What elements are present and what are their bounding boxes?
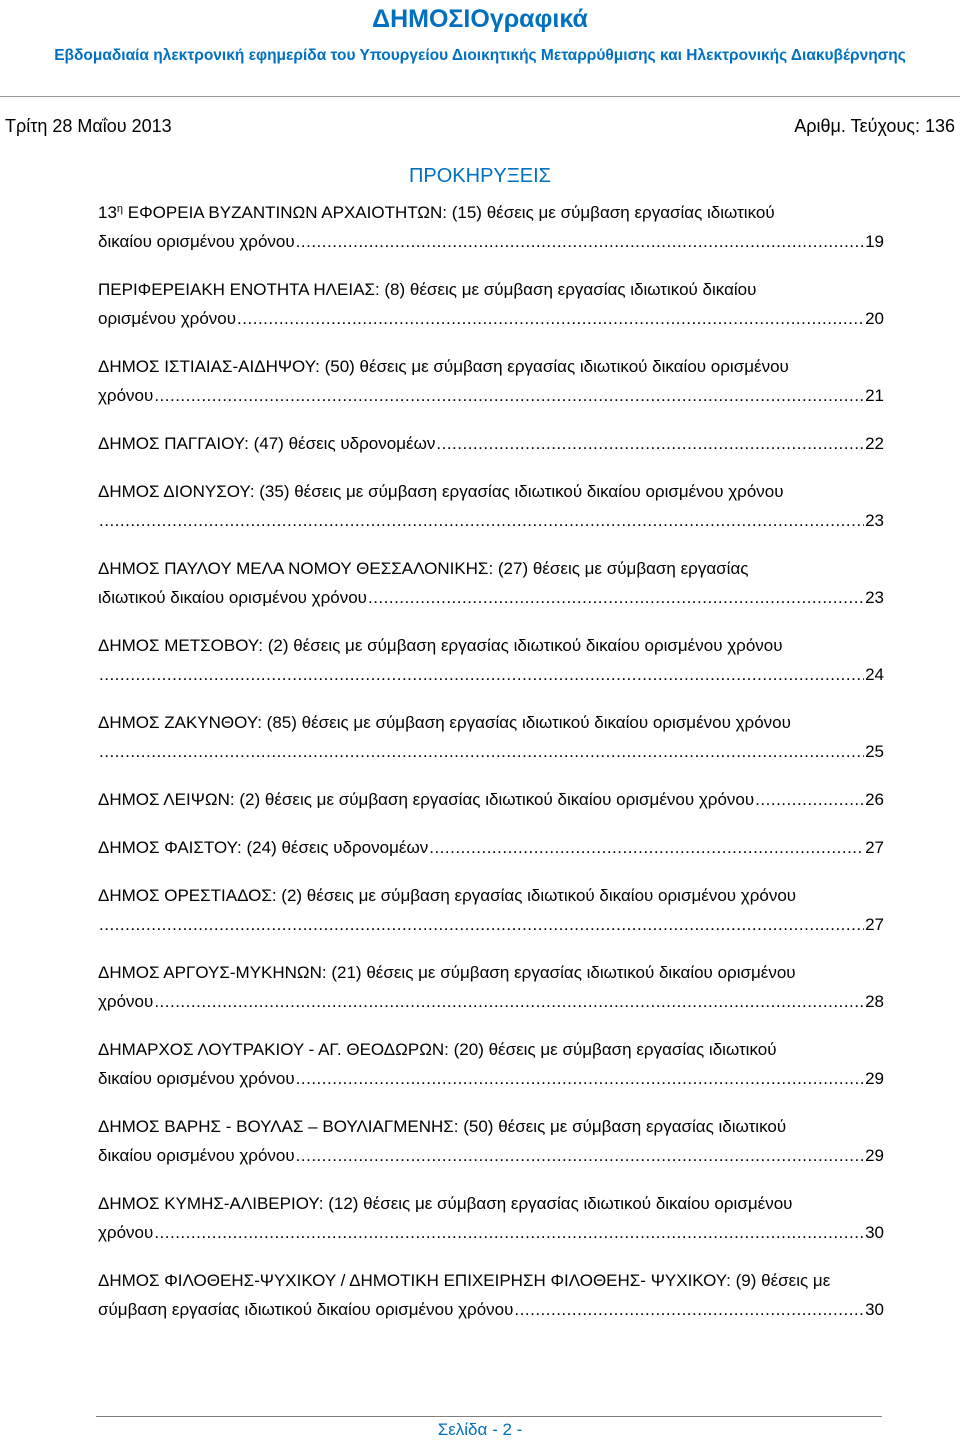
- toc-entry-title-line: ΔΗΜΟΣ ΟΡΕΣΤΙΑΔΟΣ: (2) θέσεις με σύμβαση εργασίας ιδιωτικού δικαίου ορισμένου χρόνου: [98, 886, 797, 905]
- toc-entry-ordinal-suffix: η: [116, 203, 124, 215]
- toc-page-number[interactable]: 30: [865, 1223, 884, 1242]
- toc-entry-leader-line: [98, 1295, 884, 1324]
- toc-page-number[interactable]: 23: [865, 588, 884, 607]
- table-of-contents: [98, 198, 884, 1343]
- toc-entry[interactable]: [98, 275, 884, 333]
- toc-entry-title-tail: ορισμένου χρόνου: [98, 309, 237, 328]
- toc-entry-title-tail: ΔΗΜΟΣ ΦΑΙΣΤΟΥ: (24) θέσεις υδρονομέων: [98, 838, 429, 857]
- toc-entry-leader-line: [98, 833, 884, 862]
- toc-entry-leader-line: [98, 910, 884, 939]
- toc-page-number[interactable]: 22: [865, 434, 884, 453]
- toc-entry-title-tail: χρόνου: [98, 992, 154, 1011]
- toc-entry-title-line: ΔΗΜΟΣ ΠΑΥΛΟΥ ΜΕΛΑ ΝΟΜΟΥ ΘΕΣΣΑΛΟΝΙΚΗΣ: (27) θέσεις με σύμβαση εργασίας: [98, 559, 749, 578]
- dot-leader: [296, 1141, 864, 1170]
- toc-entry[interactable]: [98, 1266, 884, 1324]
- toc-entry[interactable]: [98, 429, 884, 458]
- toc-entry-title-tail: ΔΗΜΟΣ ΠΑΓΓΑΙΟΥ: (47) θέσεις υδρονομέων: [98, 434, 436, 453]
- dot-leader: [154, 1218, 864, 1247]
- toc-entry-title-tail: ΔΗΜΟΣ ΛΕΙΨΩΝ: (2) θέσεις με σύμβαση εργασίας ιδιωτικού δικαίου ορισμένου χρόνου: [98, 790, 755, 809]
- toc-page-number[interactable]: 20: [865, 309, 884, 328]
- toc-entry-leader-line: [98, 737, 884, 766]
- dot-leader: [514, 1295, 864, 1324]
- newspaper-title: ΔΗΜΟΣΙΟγραφικά: [372, 5, 588, 33]
- section-heading: ΠΡΟΚΗΡΥΞΕΙΣ: [408, 165, 552, 187]
- header-divider: [0, 96, 960, 97]
- toc-entry-title-text: ΕΦΟΡΕΙΑ ΒΥΖΑΝΤΙΝΩΝ ΑΡΧΑΙΟΤΗΤΩΝ: (15) θέσεις με σύμβαση εργασίας ιδιωτικού: [127, 203, 775, 222]
- toc-entry-title-tail: ιδιωτικού δικαίου ορισμένου χρόνου: [98, 588, 367, 607]
- toc-page-number[interactable]: 28: [865, 992, 884, 1011]
- toc-entry[interactable]: [98, 1035, 884, 1093]
- issue-date: Τρίτη 28 Μαΐου 2013: [5, 116, 172, 136]
- toc-entry-title-tail: σύμβαση εργασίας ιδιωτικού δικαίου ορισμένου χρόνου: [98, 1300, 514, 1319]
- toc-entry-leader-line: [98, 304, 884, 333]
- dot-leader: [99, 506, 864, 535]
- toc-entry-title-line: ΔΗΜΟΣ ΚΥΜΗΣ-ΑΛΙΒΕΡΙΟΥ: (12) θέσεις με σύμβαση εργασίας ιδιωτικού δικαίου ορισμένου: [98, 1194, 793, 1213]
- dot-leader: [755, 785, 864, 814]
- toc-entry-title-line: ΔΗΜΟΣ ΔΙΟΝΥΣΟΥ: (35) θέσεις με σύμβαση εργασίας ιδιωτικού δικαίου ορισμένου χρόνου: [98, 482, 784, 501]
- toc-entry-leader-line: [98, 660, 884, 689]
- toc-entry[interactable]: [98, 708, 884, 766]
- toc-page-number[interactable]: 21: [865, 386, 884, 405]
- toc-entry-title-tail: χρόνου: [98, 386, 154, 405]
- toc-entry-leader-line: [98, 1218, 884, 1247]
- dot-leader: [99, 660, 864, 689]
- toc-entry[interactable]: [98, 958, 884, 1016]
- toc-page-number[interactable]: 25: [865, 742, 884, 761]
- toc-page-number[interactable]: 23: [865, 511, 884, 530]
- toc-entry-title-line: ΔΗΜΟΣ ΜΕΤΣΟΒΟΥ: (2) θέσεις με σύμβαση εργασίας ιδιωτικού δικαίου ορισμένου χρόνου: [98, 636, 783, 655]
- toc-entry-title-line: ΔΗΜΟΣ ΦΙΛΟΘΕΗΣ-ΨΥΧΙΚΟΥ / ΔΗΜΟΤΙΚΗ ΕΠΙΧΕΙΡΗΣΗ ΦΙΛΟΘΕΗΣ- ΨΥΧΙΚΟΥ: (9) θέσεις με: [98, 1271, 831, 1290]
- toc-entry-title-line: ΔΗΜΟΣ ΒΑΡΗΣ - ΒΟΥΛΑΣ – ΒΟΥΛΙΑΓΜΕΝΗΣ: (50) θέσεις με σύμβαση εργασίας ιδιωτικού: [98, 1117, 787, 1136]
- dot-leader: [154, 987, 864, 1016]
- toc-entry[interactable]: [98, 554, 884, 612]
- toc-page-number[interactable]: 30: [865, 1300, 884, 1319]
- dot-leader: [429, 833, 864, 862]
- toc-page-number[interactable]: 29: [865, 1146, 884, 1165]
- toc-entry[interactable]: [98, 631, 884, 689]
- toc-entry[interactable]: [98, 833, 884, 862]
- dot-leader: [154, 381, 864, 410]
- toc-page-number[interactable]: 29: [865, 1069, 884, 1088]
- toc-entry-leader-line: [98, 1064, 884, 1093]
- dot-leader: [99, 910, 864, 939]
- page-number: Σελίδα - 2 -: [437, 1420, 523, 1439]
- toc-entry[interactable]: [98, 352, 884, 410]
- toc-page-number[interactable]: 27: [865, 838, 884, 857]
- toc-entry-leader-line: [98, 227, 884, 256]
- toc-entry[interactable]: [98, 1189, 884, 1247]
- toc-page-number[interactable]: 27: [865, 915, 884, 934]
- toc-entry-title-tail: δικαίου ορισμένου χρόνου: [98, 1146, 295, 1165]
- issue-number: Αριθμ. Τεύχους: 136: [794, 116, 955, 136]
- toc-entry-leader-line: [98, 381, 884, 410]
- toc-entry-title-line: ΔΗΜΑΡΧΟΣ ΛΟΥΤΡΑΚΙΟΥ - ΑΓ. ΘΕΟΔΩΡΩΝ: (20) θέσεις με σύμβαση εργασίας ιδιωτικού: [98, 1040, 777, 1059]
- toc-entry-title-tail: χρόνου: [98, 1223, 154, 1242]
- toc-entry-ordinal: 13: [98, 203, 117, 222]
- toc-entry-title-line: ΔΗΜΟΣ ΙΣΤΙΑΙΑΣ-ΑΙΔΗΨΟΥ: (50) θέσεις με σύμβαση εργασίας ιδιωτικού δικαίου ορισμένου: [98, 357, 789, 376]
- dot-leader: [296, 1064, 864, 1093]
- dot-leader: [368, 583, 864, 612]
- newspaper-subtitle: Εβδομαδιαία ηλεκτρονική εφημερίδα του Υπουργείου Διοικητικής Μεταρρύθμισης και Ηλεκτρονικής Διακυβέρνησης: [54, 47, 906, 64]
- dot-leader: [99, 737, 864, 766]
- toc-entry-title-line: ΔΗΜΟΣ ΑΡΓΟΥΣ-ΜΥΚΗΝΩΝ: (21) θέσεις με σύμβαση εργασίας ιδιωτικού δικαίου ορισμένου: [98, 963, 796, 982]
- toc-page-number[interactable]: 19: [865, 232, 884, 251]
- toc-entry-leader-line: [98, 429, 884, 458]
- toc-entry-title-tail: δικαίου ορισμένου χρόνου: [98, 232, 295, 251]
- toc-entry-leader-line: [98, 583, 884, 612]
- toc-entry-title-line: ΠΕΡΙΦΕΡΕΙΑΚΗ ΕΝΟΤΗΤΑ ΗΛΕΙΑΣ: (8) θέσεις με σύμβαση εργασίας ιδιωτικού δικαίου: [98, 280, 757, 299]
- toc-entry-leader-line: [98, 506, 884, 535]
- toc-entry-title-line: [98, 198, 884, 227]
- toc-entry[interactable]: [98, 881, 884, 939]
- toc-entry-leader-line: [98, 1141, 884, 1170]
- toc-entry-leader-line: [98, 785, 884, 814]
- footer-divider: [96, 1416, 882, 1417]
- toc-entry-title-line: ΔΗΜΟΣ ΖΑΚΥΝΘΟΥ: (85) θέσεις με σύμβαση εργασίας ιδιωτικού δικαίου ορισμένου χρόνου: [98, 713, 791, 732]
- toc-page-number[interactable]: 24: [865, 665, 884, 684]
- toc-page-number[interactable]: 26: [865, 790, 884, 809]
- toc-entry-leader-line: [98, 987, 884, 1016]
- dot-leader: [296, 227, 864, 256]
- toc-entry[interactable]: [98, 1112, 884, 1170]
- toc-entry[interactable]: [98, 477, 884, 535]
- toc-entry-title-tail: δικαίου ορισμένου χρόνου: [98, 1069, 295, 1088]
- toc-entry[interactable]: [98, 785, 884, 814]
- dot-leader: [436, 429, 864, 458]
- dot-leader: [237, 304, 864, 333]
- toc-entry[interactable]: [98, 198, 884, 256]
